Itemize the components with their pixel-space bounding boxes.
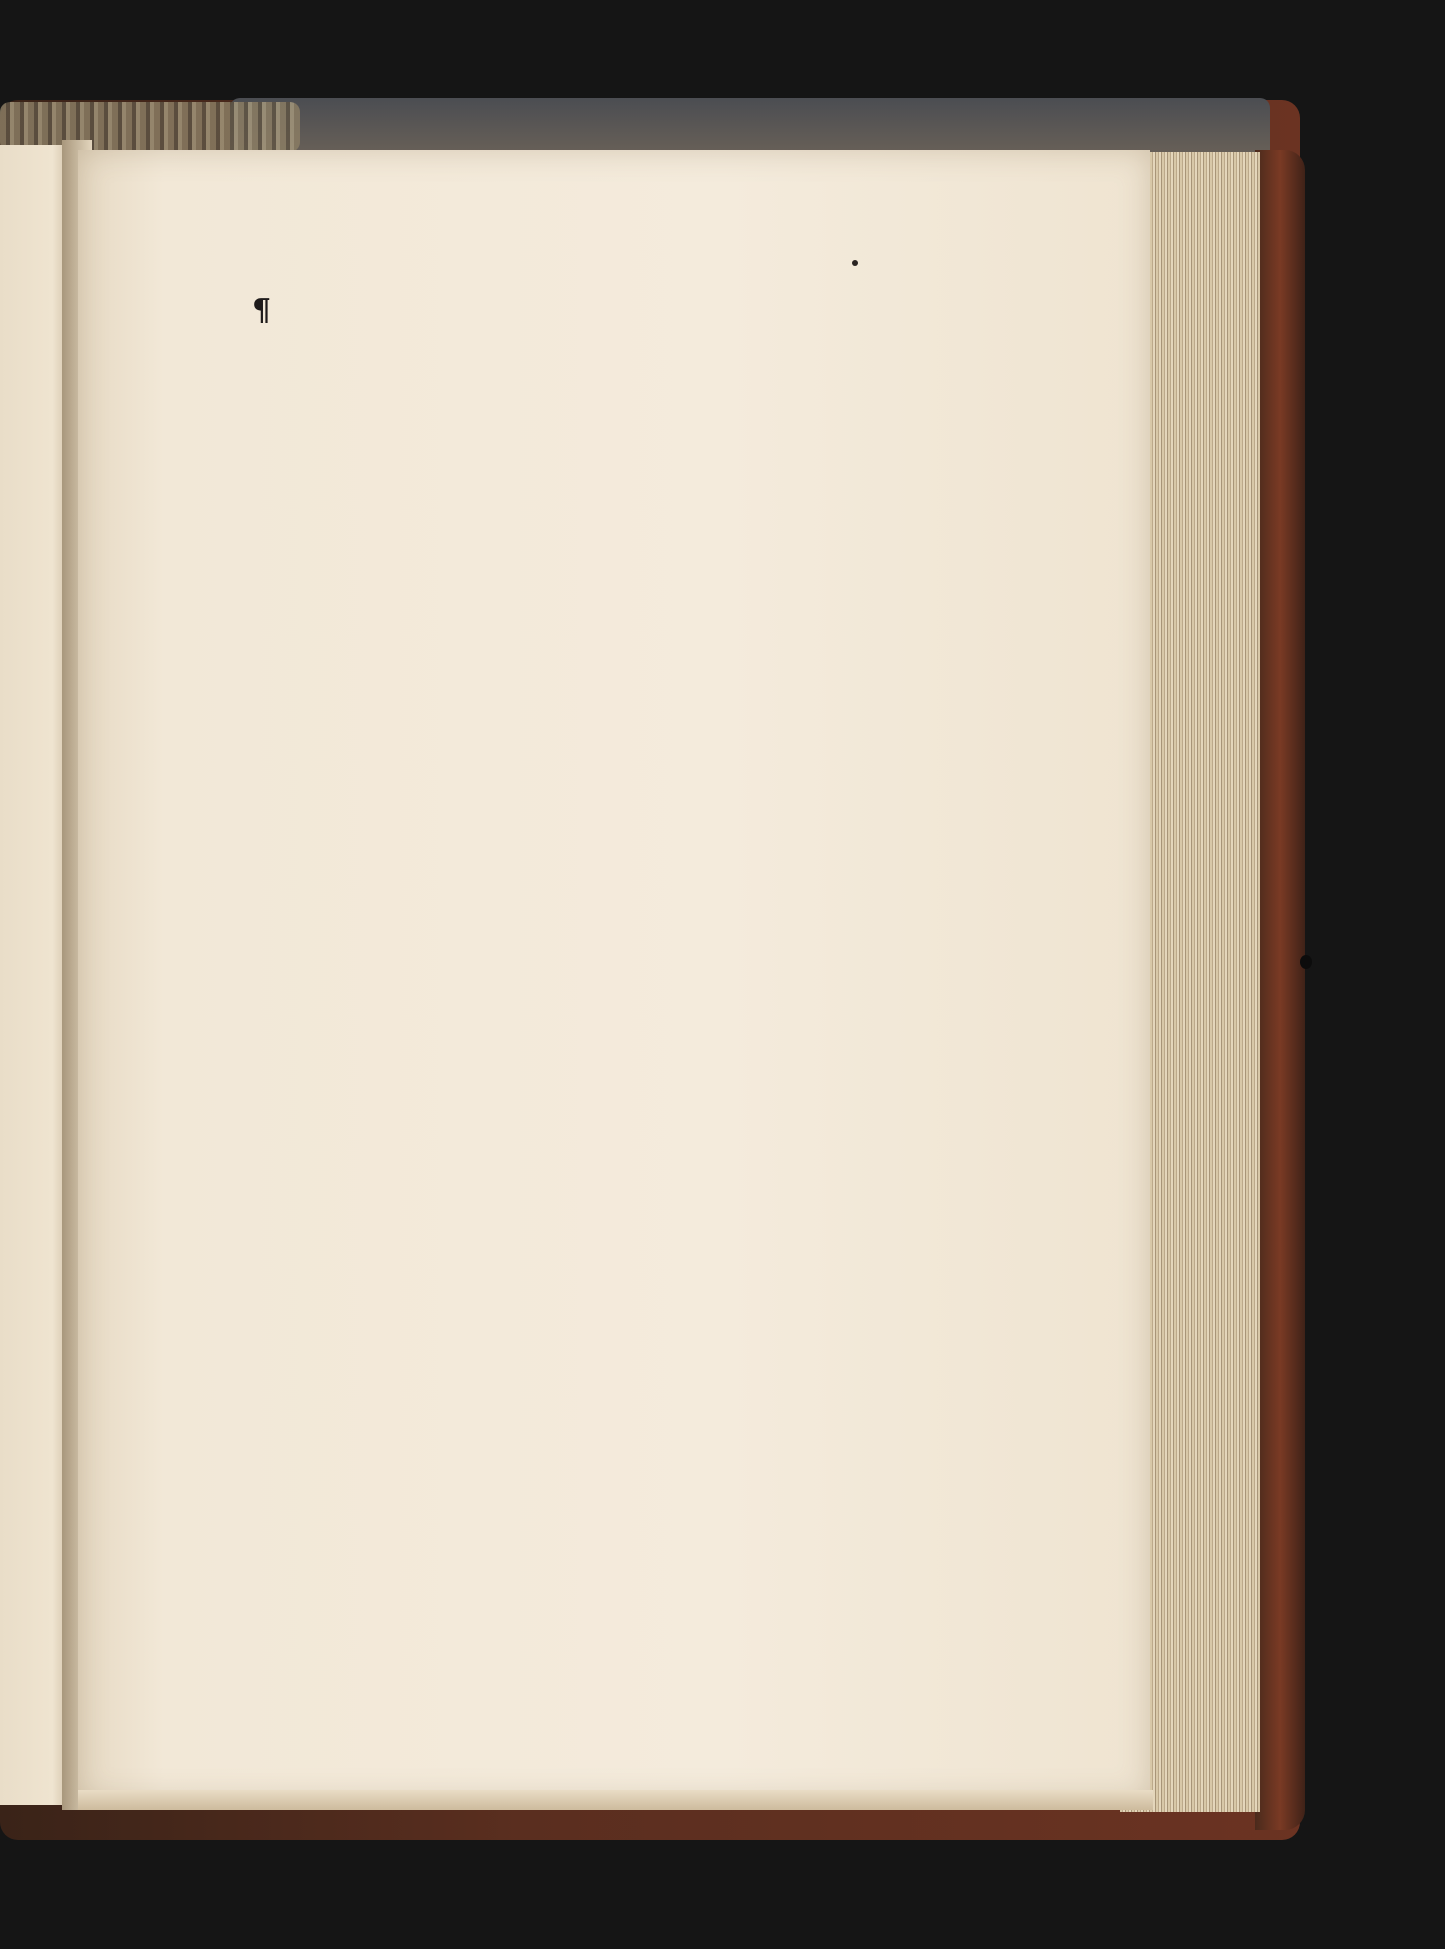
ink-dot	[852, 260, 858, 266]
page-bottom-edge	[78, 1790, 1153, 1810]
main-text-block	[142, 292, 902, 331]
pilcrow-icon: ¶	[252, 293, 271, 328]
section-heading	[142, 292, 902, 331]
binding-hole	[1300, 955, 1312, 969]
cover-edge	[1255, 150, 1305, 1830]
recto-page	[78, 150, 1150, 1800]
